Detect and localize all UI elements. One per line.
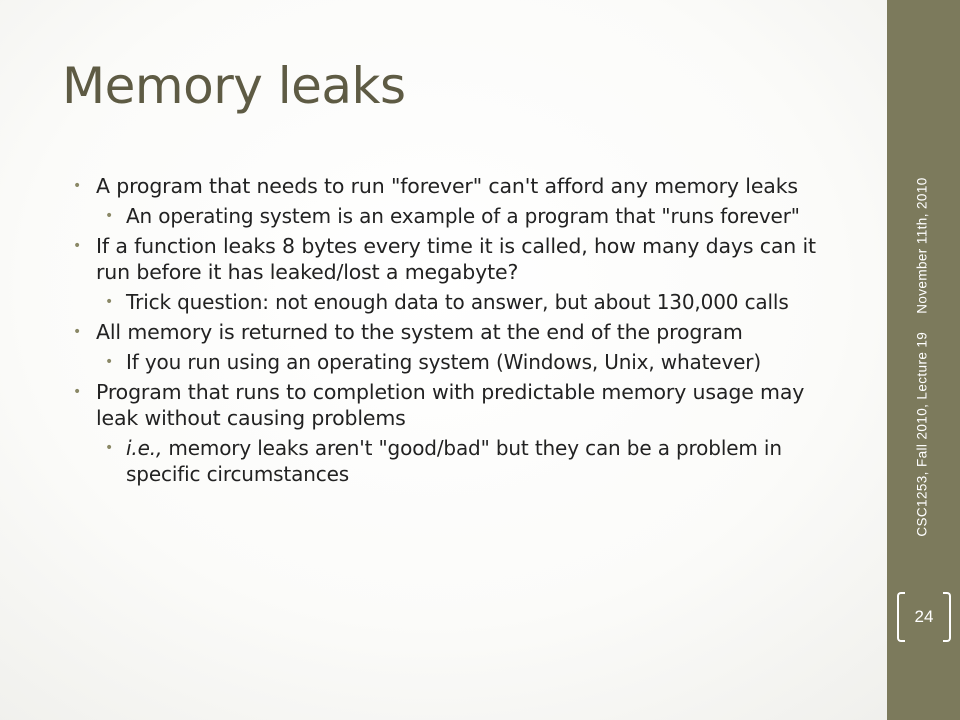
bullet-text: If a function leaks 8 bytes every time it is called, how many days can it run before it has leaked/lost a megabyte? — [96, 234, 816, 284]
sub-bullet-item — [0, 349, 850, 375]
bullet-item — [0, 233, 850, 285]
bullet-dot-icon: • — [105, 440, 114, 456]
page-number: 24 — [914, 607, 934, 626]
bullet-dot-icon: • — [105, 354, 114, 370]
footer-vertical-text — [915, 177, 930, 536]
slide-title: Memory leaks — [62, 57, 406, 115]
bullet-italic-prefix: i.e., — [126, 436, 163, 460]
bullet-text: memory leaks aren't "good/bad" but they can be a problem in specific circumstances — [126, 436, 782, 486]
sub-bullet-item — [0, 435, 850, 487]
sub-bullet-item — [0, 203, 850, 229]
bullet-item — [0, 173, 850, 199]
bullet-text: An operating system is an example of a program that "runs forever" — [126, 204, 800, 228]
bullet-item — [0, 319, 850, 345]
bullet-dot-icon: • — [73, 178, 82, 194]
bracket-left-icon — [897, 592, 905, 642]
bullet-dot-icon: • — [105, 294, 114, 310]
bullet-dot-icon: • — [73, 238, 82, 254]
bullet-text: Program that runs to completion with predictable memory usage may leak without causing problems — [96, 380, 805, 430]
footer-date: November 11th, 2010 — [914, 177, 930, 314]
bullet-list — [0, 173, 850, 491]
sub-bullet-item — [0, 289, 850, 315]
footer-course: CSC1253, Fall 2010, Lecture 19 — [914, 331, 930, 537]
bullet-text: If you run using an operating system (Windows, Unix, whatever) — [126, 350, 762, 374]
page-number-badge — [897, 592, 951, 642]
bullet-text: All memory is returned to the system at the end of the program — [96, 320, 743, 344]
bullet-text: Trick question: not enough data to answer, but about 130,000 calls — [126, 290, 789, 314]
bracket-right-icon — [943, 592, 951, 642]
bullet-dot-icon: • — [73, 324, 82, 340]
bullet-item — [0, 379, 850, 431]
bullet-dot-icon: • — [105, 208, 114, 224]
bullet-dot-icon: • — [73, 384, 82, 400]
bullet-text: A program that needs to run "forever" can't afford any memory leaks — [96, 174, 798, 198]
